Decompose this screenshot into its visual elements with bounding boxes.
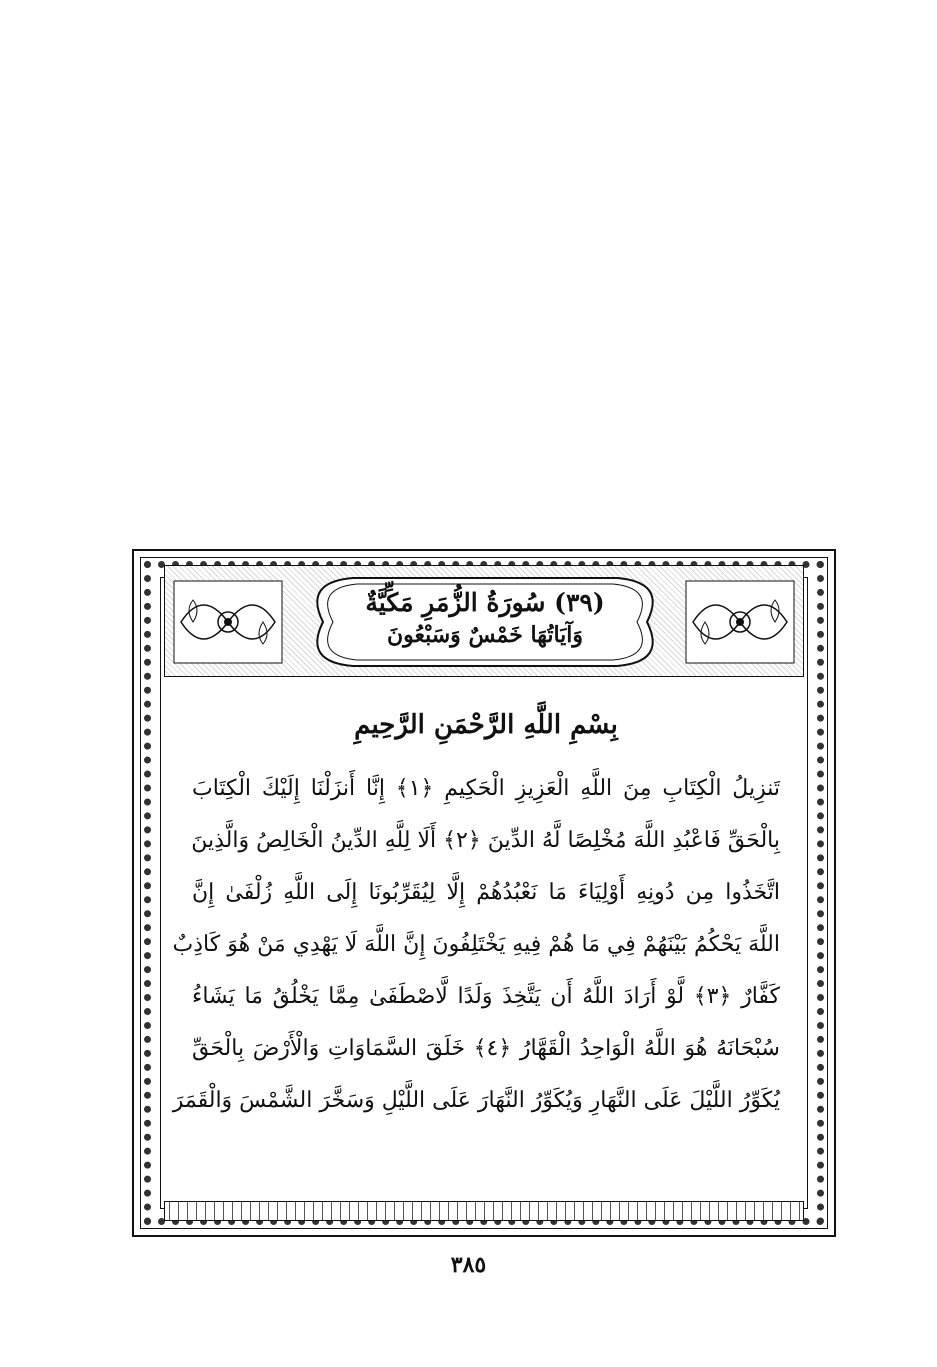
verse-line: اللَّهَ يَحْكُمُ بَيْنَهُمْ فِي مَا هُمْ فِيهِ يَخْتَلِفُونَ إِنَّ اللَّهَ لَا يَهْدِي مَنْ هُوَ كَاذِبٌ xyxy=(172,932,780,957)
surah-title: (٣٩) سُورَةُ الزُّمَرِ مَكِّيَّةٌ xyxy=(365,588,605,617)
page-number: ٣٨٥ xyxy=(450,1252,487,1278)
arabesque-ornament-icon xyxy=(173,580,283,664)
verse-line: كَفَّارٌ ﴿٣﴾ لَّوْ أَرَادَ اللَّهُ أَن يَتَّخِذَ وَلَدًا لَّاصْطَفَىٰ مِمَّا يَخْلُقُ مَا يَشَاءُ xyxy=(192,984,780,1009)
verse-count: وَآيَاتُهَا خَمْسٌ وَسَبْعُونَ xyxy=(386,622,584,648)
verse-line: سُبْحَانَهُ هُوَ اللَّهُ الْوَاحِدُ الْقَهَّارُ ﴿٤﴾ خَلَقَ السَّمَاوَاتِ وَالْأَرْضَ بِالْحَقِّ xyxy=(192,1036,780,1061)
verse-line: اتَّخَذُوا مِن دُونِهِ أَوْلِيَاءَ مَا نَعْبُدُهُمْ إِلَّا لِيُقَرِّبُونَا إِلَى اللَّهِ زُلْفَىٰ إِنَّ xyxy=(192,880,780,905)
verse-line: تَنزِيلُ الْكِتَابِ مِنَ اللَّهِ الْعَزِيزِ الْحَكِيمِ ﴿١﴾ إِنَّا أَنزَلْنَا إِلَيْكَ الْكِتَابَ xyxy=(192,776,780,801)
quran-text xyxy=(172,691,780,1171)
surah-heading xyxy=(315,586,655,650)
verse-line: يُكَوِّرُ اللَّيْلَ عَلَى النَّهَارِ وَيُكَوِّرُ النَّهَارَ عَلَى اللَّيْلِ وَسَخَّرَ الشَّمْسَ وَالْقَمَرَ xyxy=(172,1088,780,1113)
frame-bottom-ornament xyxy=(164,1201,804,1221)
arabesque-ornament-icon xyxy=(685,580,795,664)
surah-header xyxy=(164,565,804,677)
page-frame xyxy=(132,549,836,1237)
verse-line: بِالْحَقِّ فَاعْبُدِ اللَّهَ مُخْلِصًا لَّهُ الدِّينَ ﴿٢﴾ أَلَا لِلَّهِ الدِّينُ الْخَالِصُ وَالَّذِينَ xyxy=(191,828,780,853)
basmala: بِسْمِ اللَّهِ الرَّحْمَنِ الرَّحِيمِ xyxy=(354,710,618,740)
